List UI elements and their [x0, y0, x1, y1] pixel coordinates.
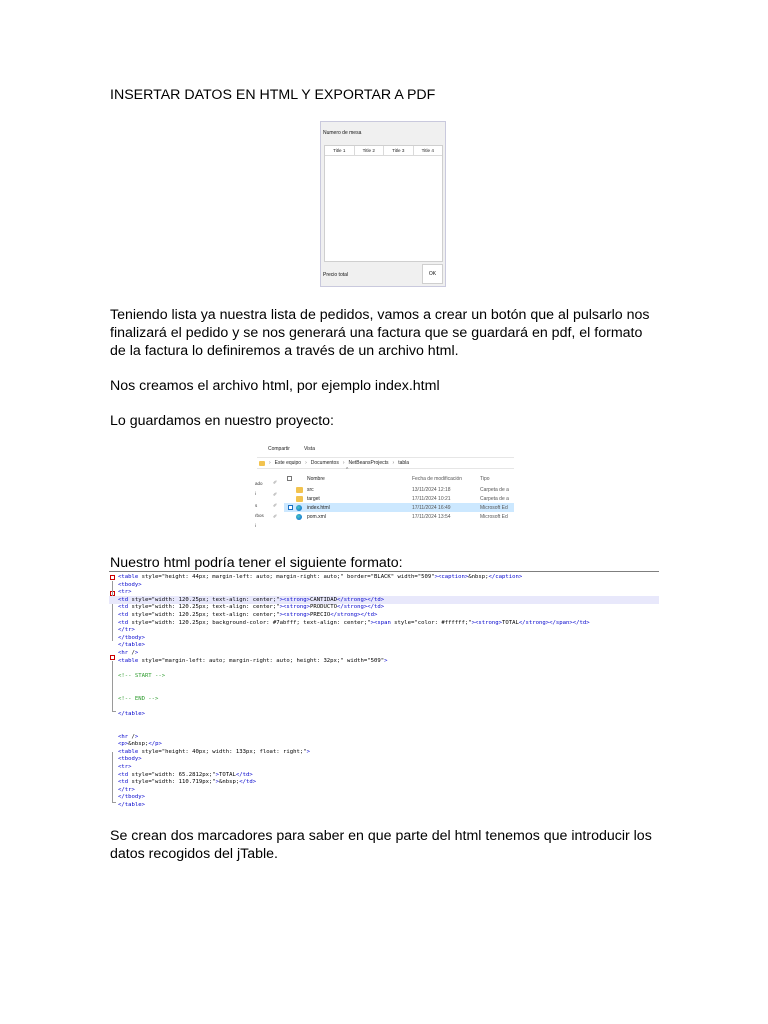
- nav-pane-item[interactable]: s: [255, 503, 258, 508]
- column-header: Title 4: [421, 148, 434, 153]
- code-line: <td style="width: 120.25px; text-align: center;"><strong>CANTIDAD</strong></td>: [109, 596, 659, 604]
- fold-guide: [112, 581, 113, 641]
- paragraph-line: datos recogidos del jTable.: [110, 846, 278, 863]
- total-price-label: Precio total: [323, 272, 349, 278]
- ok-button[interactable]: OK: [422, 264, 443, 284]
- file-date: 17/11/2024 10:21: [412, 495, 451, 502]
- file-list-header: [284, 474, 514, 483]
- chevron-right-icon: ›: [269, 460, 271, 466]
- paragraph-line: de la factura lo definiremos a través de un archivo html.: [110, 343, 459, 360]
- file-name: pom.xml: [307, 513, 326, 520]
- file-name: target: [307, 495, 320, 502]
- code-line: </tr>: [118, 786, 135, 793]
- code-line: </table>: [118, 642, 145, 649]
- nav-pane-item[interactable]: ado: [255, 481, 263, 486]
- code-line: <td style="width: 120.25px; text-align: center;"><strong>PRECIO</strong></td>: [118, 612, 378, 618]
- file-row[interactable]: [284, 494, 514, 503]
- paragraph-create-file: Nos creamos el archivo html, por ejemplo index.html: [110, 378, 440, 394]
- folder-icon: [296, 487, 303, 493]
- paragraph-markers: [110, 827, 670, 863]
- explorer-menu: [268, 446, 315, 452]
- column-header: Title 2: [355, 146, 385, 155]
- file-name: index.html: [307, 504, 330, 511]
- chevron-right-icon: ›: [305, 460, 307, 466]
- pin-icon: ✐: [273, 514, 278, 520]
- nav-pane-item[interactable]: rbos: [255, 513, 264, 518]
- code-line: <!-- START -->: [118, 672, 166, 679]
- fold-guide: [112, 661, 113, 711]
- row-checkbox[interactable]: [288, 505, 293, 510]
- breadcrumb-item[interactable]: Documentos: [310, 460, 339, 466]
- paragraph-line: Teniendo lista ya nuestra lista de pedidos, vamos a crear un botón que al pulsarlo nos: [110, 307, 650, 323]
- code-line: </table>: [118, 802, 145, 808]
- breadcrumb-item[interactable]: NetBeansProjects: [348, 460, 389, 466]
- menu-share[interactable]: Compartir: [268, 446, 290, 452]
- column-name[interactable]: Nombre: [307, 475, 325, 482]
- code-line: </tr>: [118, 627, 135, 634]
- breadcrumb-item[interactable]: Este equipo: [274, 460, 302, 466]
- file-explorer-screenshot: [254, 442, 514, 534]
- file-row[interactable]: [284, 485, 514, 494]
- order-form-screenshot: [320, 121, 446, 287]
- column-date[interactable]: Fecha de modificación: [412, 475, 463, 482]
- breadcrumb-item[interactable]: tabla: [398, 460, 410, 466]
- code-line: <table style="margin-left: auto; margin-right: auto; height: 32px;" width="509">: [118, 657, 388, 664]
- file-type: Carpeta de a: [480, 486, 509, 493]
- code-line: <tbody>: [118, 756, 142, 763]
- address-bar[interactable]: [257, 457, 514, 469]
- orders-table: [324, 145, 443, 262]
- table-number-label: Numero de mesa: [323, 130, 362, 136]
- code-line: <tbody>: [118, 581, 142, 588]
- fold-guide-end: [112, 711, 116, 712]
- chevron-right-icon: ›: [392, 460, 395, 466]
- edge-browser-icon: [296, 505, 302, 511]
- code-line: <!-- END -->: [118, 695, 159, 702]
- paragraph-save-project: Lo guardamos en nuestro proyecto:: [110, 413, 334, 429]
- column-header: Title 3: [384, 146, 414, 155]
- nav-pane-item[interactable]: i: [255, 523, 256, 528]
- code-line: <td style="width: 120.25px; background-color: #7abfff; text-align: center;"><span style="color: #ffffff;"><strong>TOTAL</strong></span></td>: [118, 619, 590, 626]
- code-line: <tr>: [118, 589, 132, 596]
- pin-icon: ✐: [273, 503, 278, 509]
- file-row-selected[interactable]: [284, 503, 514, 512]
- file-type: Microsoft Ed: [480, 513, 508, 520]
- code-line: <hr />: [118, 650, 139, 656]
- code-line: <p>&nbsp;</p>: [118, 741, 162, 748]
- folder-icon: [296, 496, 303, 502]
- code-line: <td style="width: 65.2812px;">TOTAL</td>: [118, 771, 253, 778]
- fold-guide-end: [112, 802, 116, 803]
- code-line: <hr />: [118, 733, 139, 740]
- document-heading: INSERTAR DATOS EN HTML Y EXPORTAR A PDF: [110, 87, 436, 103]
- fold-guide: [112, 752, 113, 802]
- code-editor-screenshot: [109, 571, 659, 809]
- fold-toggle-icon[interactable]: [110, 575, 115, 580]
- file-type: Carpeta de a: [480, 495, 509, 502]
- nav-pane-item[interactable]: i: [255, 491, 256, 496]
- paragraph-intro: [110, 306, 670, 361]
- code-line: </table>: [118, 710, 145, 717]
- code-line: </tbody>: [118, 794, 145, 801]
- column-header: Title 1: [325, 146, 355, 155]
- orders-table-header: [325, 146, 442, 156]
- column-type[interactable]: Tipo: [480, 475, 490, 482]
- file-date: 17/11/2024 13:54: [412, 513, 451, 520]
- code-line: <table style="height: 40px; width: 133px; float: right;">: [118, 748, 310, 755]
- code-line: <td style="width: 110.719px;">&nbsp;</td>: [118, 779, 257, 786]
- editor-gutter: [109, 572, 117, 809]
- file-row[interactable]: [284, 512, 514, 521]
- chevron-right-icon: ›: [342, 460, 345, 466]
- file-date: 13/11/2024 12:18: [412, 486, 451, 493]
- paragraph-format: Nuestro html podría tener el siguiente formato:: [110, 555, 403, 571]
- code-line: <tr>: [118, 764, 132, 770]
- select-all-checkbox[interactable]: [287, 476, 292, 481]
- folder-icon: [259, 461, 265, 466]
- file-name: src: [307, 486, 314, 493]
- edge-browser-icon: [296, 514, 302, 520]
- menu-view[interactable]: Vista: [303, 446, 315, 452]
- paragraph-line: Se crean dos marcadores para saber en que parte del html tenemos que introducir los: [110, 828, 652, 844]
- pin-icon: ✐: [273, 492, 278, 498]
- code-line: <table style="height: 44px; margin-left: auto; margin-right: auto;" border="BLACK" width="509"><caption>&nbsp;</caption>: [118, 574, 523, 580]
- paragraph-line: finalizará el pedido y se nos generará una factura que se guardará en pdf, el formato: [110, 325, 643, 342]
- fold-toggle-icon[interactable]: [110, 655, 115, 660]
- code-line: </tbody>: [118, 634, 145, 641]
- file-date: 17/11/2024 16:49: [412, 504, 451, 511]
- code-line: <td style="width: 120.25px; text-align: center;"><strong>PRODUCTO</strong></td>: [118, 604, 385, 611]
- pin-icon: ✐: [273, 480, 278, 486]
- file-type: Microsoft Ed: [480, 504, 508, 511]
- sort-caret-icon: ^: [346, 467, 349, 473]
